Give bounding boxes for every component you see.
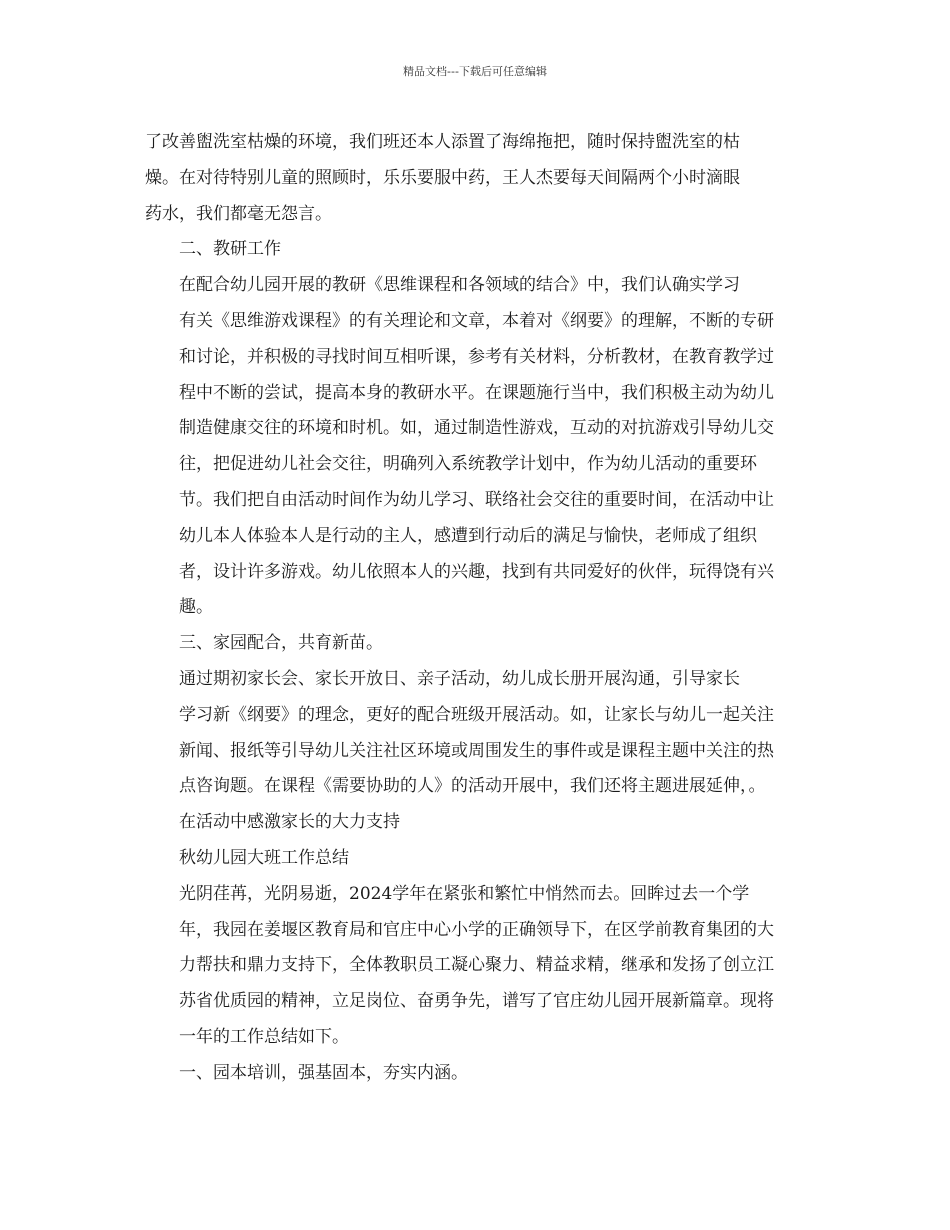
- text-line: 往，把促进幼儿社会交往，明确列入系统教学计划中，作为幼儿活动的重要环: [179, 454, 757, 475]
- text-line: 光阴荏苒，光阴易逝，2024学年在紧张和繁忙中悄然而去。回眸过去一个学: [179, 883, 750, 904]
- text-line: 在配合幼儿园开展的教研《思维课程和各领域的结合》中，我们认确实学习: [179, 275, 740, 296]
- text-line: 年，我园在姜堰区教育局和官庄中心小学的正确领导下，在区学前教育集团的大: [179, 919, 774, 940]
- text-line: 通过期初家长会、家长开放日、亲子活动，幼儿成长册开展沟通，引导家长: [179, 668, 740, 689]
- text-line: 节。我们把自由活动时间作为幼儿学习、联络社会交往的重要时间，在活动中让: [179, 489, 774, 510]
- text-line: 和讨论，并积极的寻找时间互相听课，参考有关材料，分析教材，在教育教学过: [179, 346, 774, 367]
- text-line: 了改善盥洗室枯燥的环境，我们班还本人添置了海绵拖把，随时保持盥洗室的枯: [145, 132, 740, 152]
- text-line: 制造健康交往的环境和时机。如，通过制造性游戏，互动的对抗游戏引导幼儿交: [179, 418, 774, 439]
- text-line: 在活动中感激家长的大力支持: [179, 812, 400, 833]
- paragraph: [145, 662, 807, 841]
- document-body: [145, 125, 807, 1092]
- paragraph: [145, 626, 807, 662]
- text-line: 一、园本培训，强基固本，夯实内涵。: [179, 1062, 468, 1083]
- text-line: 新闻、报纸等引导幼儿关注社区环境或周围发生的事件或是课程主题中关注的热: [179, 740, 774, 761]
- text-line: 者，设计许多游戏。幼儿依照本人的兴趣，找到有共同爱好的伙伴，玩得饶有兴: [179, 561, 774, 582]
- text-line: 一年的工作总结如下。: [179, 1026, 349, 1047]
- text-line: 二、教研工作: [179, 239, 281, 260]
- paragraph: [145, 877, 807, 1056]
- text-line: 燥。在对待特别儿童的照顾时，乐乐要服中药，王人杰要每天间隔两个小时滴眼: [145, 167, 740, 188]
- paragraph: [145, 232, 807, 268]
- text-line: 有关《思维游戏课程》的有关理论和文章，本着对《纲要》的理解，不断的专研: [179, 310, 774, 331]
- text-line: 趣。: [179, 597, 213, 618]
- paragraph: [145, 841, 807, 877]
- text-line: 学习新《纲要》的理念，更好的配合班级开展活动。如，让家长与幼儿一起关注: [179, 704, 774, 725]
- text-line: 力帮扶和鼎力支持下，全体教职员工凝心聚力、精益求精，继承和发扬了创立江: [179, 955, 774, 976]
- paragraph: [145, 268, 807, 626]
- text-line: 药水，我们都毫无怨言。: [145, 203, 332, 224]
- text-line: 三、家园配合，共育新苗。: [179, 633, 383, 654]
- text-line: 苏省优质园的精神，立足岗位、奋勇争先，谱写了官庄幼儿园开展新篇章。现将: [179, 991, 774, 1012]
- text-line: 幼儿本人体验本人是行动的主人，感遭到行动后的满足与愉快，老师成了组织: [179, 525, 757, 546]
- text-line: 点咨询题。在课程《需要协助的人》的活动开展中，我们还将主题进展延伸，。: [179, 776, 766, 797]
- text-line: 秋幼儿园大班工作总结: [179, 847, 349, 868]
- paragraph: [145, 1056, 807, 1092]
- text-line: 程中不断的尝试，提高本身的教研水平。在课题施行当中，我们积极主动为幼儿: [179, 382, 774, 403]
- page-header: 精品文档---下载后可任意编辑: [403, 65, 547, 78]
- paragraph: [145, 125, 807, 232]
